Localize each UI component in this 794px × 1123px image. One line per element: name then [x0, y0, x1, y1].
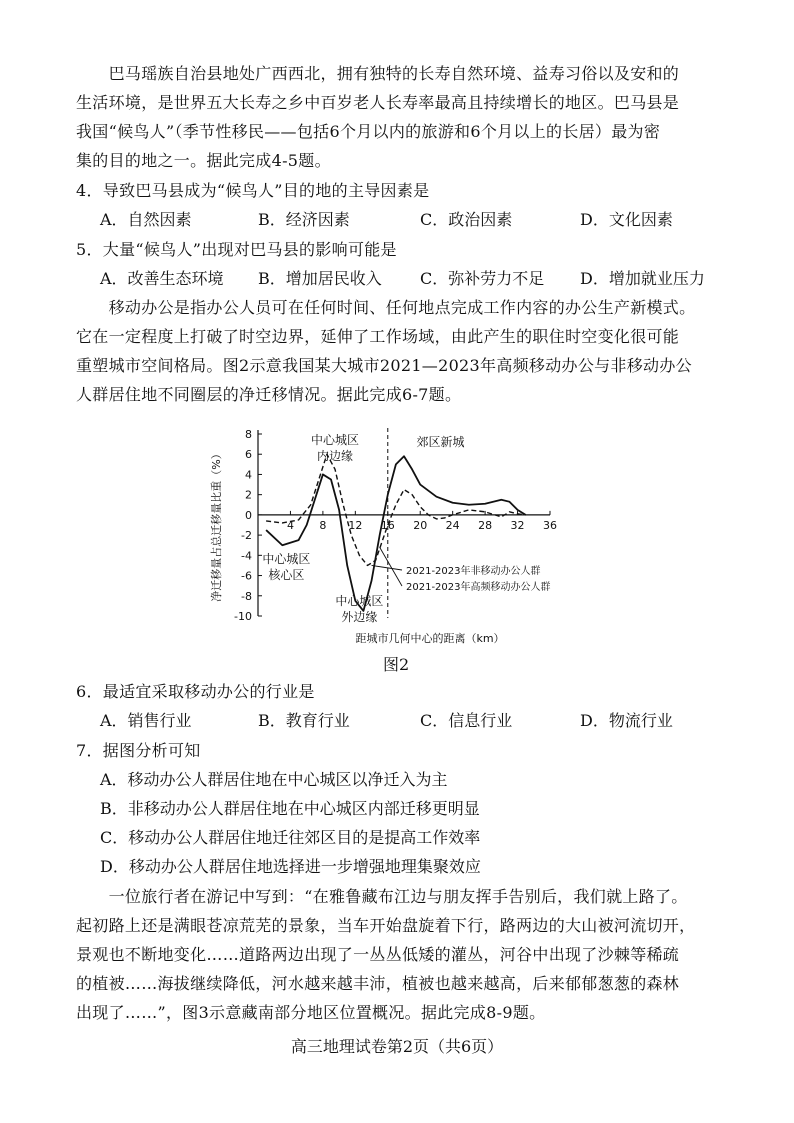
question-4-stem: 4．导致巴马县成为“候鸟人”目的地的主导因素是 — [76, 181, 430, 200]
zone-label-outer-edge: 外边缘 — [341, 610, 378, 624]
passage-line: 集的目的地之一。据此完成4-5题。 — [76, 151, 331, 170]
zone-label-inner-edge: 中心城区 — [311, 433, 360, 447]
q4-option-a: A．自然因素 — [100, 210, 192, 229]
passage-line: 人群居住地不同圈层的净迁移情况。据此完成6-7题。 — [76, 385, 462, 404]
x-tick-label: 32 — [510, 518, 525, 532]
q4-option-b: B．经济因素 — [258, 210, 350, 229]
y-tick-label: -4 — [241, 549, 252, 563]
zone-label-core: 中心城区 — [262, 552, 311, 566]
y-axis-title: 净迁移量占总迁移量比重（%） — [210, 448, 223, 602]
question-5-stem: 5．大量“候鸟人”出现对巴马县的影响可能是 — [76, 240, 397, 259]
legend-label-mobile: 2021-2023年高频移动办公人群 — [406, 582, 551, 593]
x-tick-label: 4 — [286, 518, 294, 532]
y-tick-label: 4 — [245, 468, 252, 482]
q7-option-b: B．非移动办公人群居住地在中心城区内部迁移更明显 — [100, 799, 480, 818]
passage-line: 巴马瑶族自治县地处广西西北，拥有独特的长寿自然环境、益寿习俗以及安和的 — [76, 64, 680, 83]
passage-line: 景观也不断地变化……道路两边出现了一丛丛低矮的灌丛，河谷中出现了沙棘等稀疏 — [76, 945, 680, 964]
y-tick-label: -10 — [234, 610, 252, 623]
page-footer: 高三地理试卷第2页（共6页） — [290, 1037, 504, 1056]
series-line-nonmobile — [266, 454, 526, 565]
passage-line: 起初路上还是满眼苍凉荒芜的景象，当车开始盘旋着下行，路两边的大山被河流切开， — [76, 916, 696, 935]
x-tick-label: 12 — [348, 518, 363, 532]
y-tick-label: -2 — [241, 529, 252, 543]
question-7-stem: 7．据图分析可知 — [76, 741, 201, 760]
q7-option-a: A．移动办公人群居住地在中心城区以净迁入为主 — [100, 770, 448, 789]
x-axis-title: 距城市几何中心的距离（km） — [355, 632, 505, 645]
y-tick-label: 6 — [245, 448, 252, 462]
q4-option-c: C．政治因素 — [420, 210, 513, 229]
x-tick-label: 20 — [413, 518, 428, 532]
legend-label-nonmobile: 2021-2023年非移动办公人群 — [406, 566, 541, 577]
figure-2-chart — [200, 420, 600, 660]
question-6-stem: 6．最适宜采取移动办公的行业是 — [76, 682, 315, 701]
q5-option-a: A．改善生态环境 — [100, 269, 224, 288]
y-tick-label: 8 — [245, 428, 252, 441]
zone-label-inner-edge: 内边缘 — [317, 449, 354, 463]
figure-caption: 图2 — [383, 655, 410, 674]
q6-option-b: B．教育行业 — [258, 711, 350, 730]
legend-leader-nonmobile — [372, 565, 402, 570]
q5-option-b: B．增加居民收入 — [258, 269, 382, 288]
legend-leader-mobile — [380, 547, 402, 586]
zone-label-core: 核心区 — [268, 568, 305, 582]
passage-line: 移动办公是指办公人员可在任何时间、任何地点完成工作内容的办公生产新模式。 — [76, 298, 696, 317]
q5-option-d: D．增加就业压力 — [580, 269, 705, 288]
passage-line: 一位旅行者在游记中写到：“在雅鲁藏布江边与朋友挥手告别后，我们就上路了。 — [76, 887, 688, 906]
q5-option-c: C．弥补劳力不足 — [420, 269, 545, 288]
x-tick-label: 16 — [380, 518, 395, 532]
x-tick-label: 28 — [478, 518, 493, 532]
q7-option-c: C．移动办公人群居住地迁往郊区目的是提高工作效率 — [100, 828, 481, 847]
q7-option-d: D．移动办公人群居住地选择进一步增强地理集聚效应 — [100, 857, 481, 876]
passage-line: 出现了……”，图3示意藏南部分地区位置概况。据此完成8-9题。 — [76, 1003, 546, 1022]
passage-line: 重塑城市空间格局。图2示意我国某大城市2021—2023年高频移动办公与非移动办公 — [76, 356, 692, 375]
zone-label-outer-edge: 中心城区 — [335, 594, 384, 608]
y-tick-label: 2 — [245, 488, 252, 502]
x-tick-label: 24 — [445, 518, 460, 532]
passage-line: 的植被……海拔继续降低，河水越来越丰沛，植被也越来越高，后来郁郁葱葱的森林 — [76, 974, 680, 993]
y-tick-label: -8 — [241, 589, 252, 603]
q6-option-a: A．销售行业 — [100, 711, 192, 730]
passage-line: 它在一定程度上打破了时空边界，延伸了工作场域，由此产生的职住时空变化很可能 — [76, 327, 680, 346]
x-tick-label: 8 — [319, 518, 327, 532]
y-tick-label: 0 — [245, 508, 252, 522]
passage-line: 生活环境，是世界五大长寿之乡中百岁老人长寿率最高且持续增长的地区。巴马县是 — [76, 93, 680, 112]
q6-option-d: D．物流行业 — [580, 711, 673, 730]
q4-option-d: D．文化因素 — [580, 210, 673, 229]
zone-label-suburb: 郊区新城 — [416, 435, 465, 449]
y-tick-label: -6 — [241, 569, 252, 583]
x-tick-label: 36 — [543, 518, 557, 532]
passage-line: 我国“候鸟人”（季节性移民——包括6个月以内的旅游和6个月以上的长居）最为密 — [76, 122, 661, 141]
q6-option-c: C．信息行业 — [420, 711, 513, 730]
